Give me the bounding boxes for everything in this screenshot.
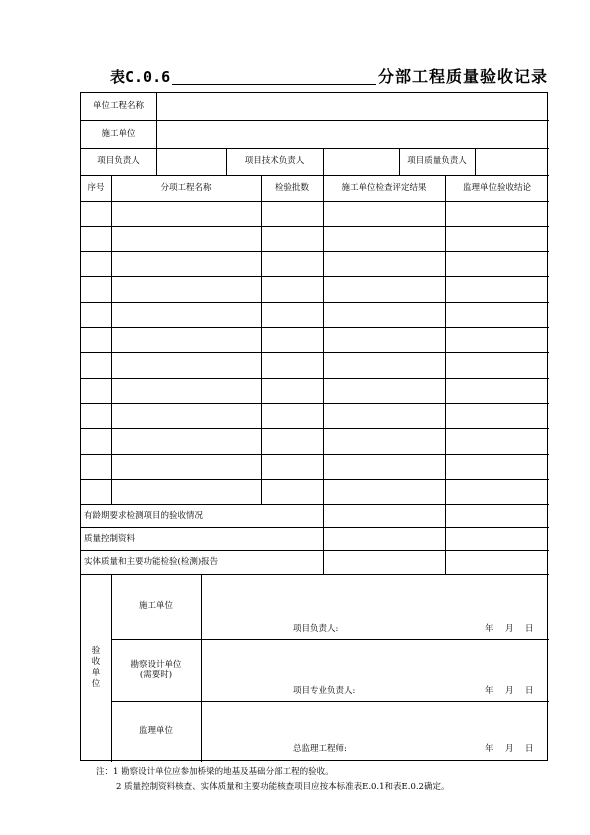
grid-line — [111, 175, 112, 504]
acceptance-form-table — [80, 92, 548, 761]
grid-line — [156, 93, 157, 148]
column-header-construction-result: 施工单位检查评定结果 — [341, 183, 427, 193]
grid-line — [81, 479, 549, 480]
acceptance-unit-design: 勘察设计单位 — [130, 660, 182, 670]
grid-line — [81, 251, 549, 252]
grid-line — [156, 148, 157, 175]
notes — [96, 765, 449, 795]
supervision-sign-day: 日 — [525, 744, 534, 754]
grid-line — [81, 302, 549, 303]
grid-line — [81, 454, 549, 455]
grid-line — [475, 148, 476, 175]
grid-line — [81, 428, 549, 429]
grid-line — [261, 175, 262, 504]
grid-line — [81, 550, 549, 551]
design-sign-year: 年 — [485, 686, 494, 696]
column-header-seq: 序号 — [87, 183, 105, 193]
table-code: 表C.0.6 — [110, 68, 171, 86]
construction-sign-day: 日 — [525, 624, 534, 634]
unit-project-name-label: 单位工程名称 — [92, 101, 144, 111]
grid-line — [111, 701, 549, 702]
table-title: 分部工程质量验收记录 — [378, 67, 549, 86]
supervision-sign-year: 年 — [485, 744, 494, 754]
quality-leader-label: 项目质量负责人 — [407, 156, 467, 166]
construction-sign-month: 月 — [505, 624, 514, 634]
aging-check-label: 有龄期要求检测项目的验收情况 — [84, 511, 204, 521]
acceptance-units-label: 验收单位 — [91, 646, 101, 689]
note-line-1: 注：1 勘察设计单位应参加桥梁的地基及基础分部工程的验收。 — [96, 767, 334, 777]
column-header-item-name: 分项工程名称 — [160, 183, 212, 193]
grid-line — [323, 148, 324, 175]
grid-line — [81, 120, 549, 121]
grid-line — [81, 504, 549, 505]
grid-line — [81, 226, 549, 227]
grid-line — [81, 327, 549, 328]
construction-unit-label: 施工单位 — [101, 129, 136, 139]
construction-sign-year: 年 — [485, 624, 494, 634]
column-header-batch-count: 检验批数 — [274, 183, 309, 193]
design-sign-day: 日 — [525, 686, 534, 696]
supervision-sign-label: 总监理工程师: — [293, 744, 347, 754]
grid-line — [81, 403, 549, 404]
column-header-supervision-result: 监理单位验收结论 — [462, 183, 531, 193]
grid-line — [81, 574, 549, 575]
grid-line — [201, 574, 202, 762]
design-sign-label: 项目专业负责人: — [293, 686, 356, 696]
note-line-2: 2 质量控制资料核查、实体质量和主要功能核查项目应按本标准表E.0.1和表E.0.2确定。 — [116, 782, 450, 792]
quality-docs-label: 质量控制资料 — [84, 534, 136, 544]
grid-line — [81, 352, 549, 353]
grid-line — [81, 276, 549, 277]
acceptance-unit-construction: 施工单位 — [138, 601, 173, 611]
grid-line — [81, 201, 549, 202]
project-name-blank[interactable] — [172, 84, 376, 85]
grid-line — [81, 527, 549, 528]
form-title — [110, 64, 550, 92]
grid-line — [81, 378, 549, 379]
project-leader-label: 项目负责人 — [97, 156, 140, 166]
acceptance-unit-supervision: 监理单位 — [138, 726, 173, 736]
grid-line — [445, 175, 446, 574]
grid-line — [81, 148, 549, 149]
grid-line — [111, 639, 549, 640]
entity-test-label: 实体质量和主要功能检验(检测)报告 — [84, 557, 219, 567]
supervision-sign-month: 月 — [505, 744, 514, 754]
acceptance-unit-design-note: (需要时) — [139, 670, 173, 680]
design-sign-month: 月 — [505, 686, 514, 696]
grid-line — [81, 175, 549, 176]
technical-leader-label: 项目技术负责人 — [244, 156, 305, 166]
construction-sign-label: 项目负责人: — [293, 624, 339, 634]
grid-line — [323, 175, 324, 574]
